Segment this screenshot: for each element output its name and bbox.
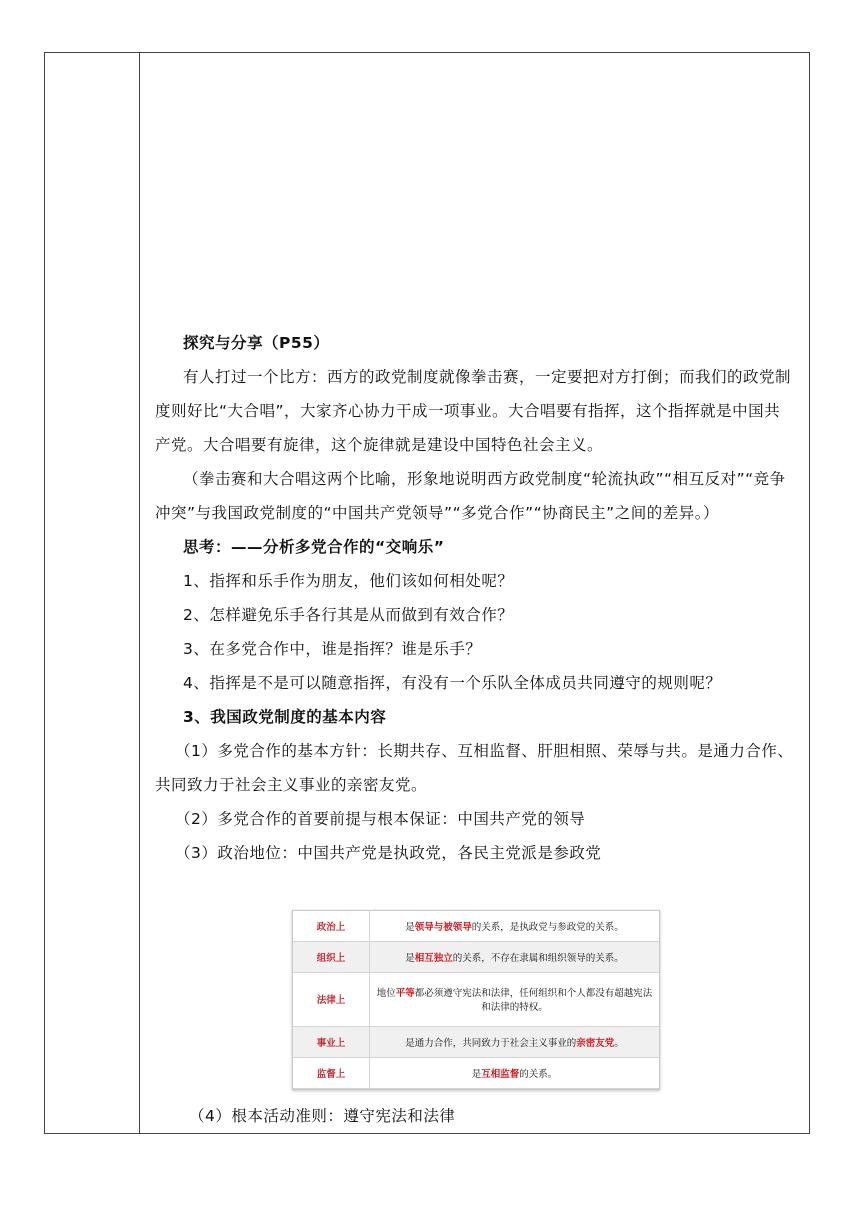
question-4: 4、指挥是不是可以随意指挥，有没有一个乐队全体成员共同遵守的规则呢？ bbox=[183, 674, 722, 692]
table-row bbox=[293, 1057, 659, 1088]
section-title: 探究与分享（P55） bbox=[183, 334, 330, 352]
row-value: 是互相监督的关系。 bbox=[370, 1057, 660, 1088]
row-key: 事业上 bbox=[293, 1026, 370, 1057]
row-value: 是相互独立的关系，不存在隶属和组织领导的关系。 bbox=[370, 941, 660, 972]
row-value: 是领导与被领导的关系，是执政党与参政党的关系。 bbox=[370, 911, 660, 941]
row-key: 监督上 bbox=[293, 1057, 370, 1088]
row-value: 是通力合作，共同致力于社会主义事业的亲密友党。 bbox=[370, 1026, 660, 1057]
table-row bbox=[293, 972, 659, 1026]
basic-item-3: （3）政治地位：中国共产党是执政党，各民主党派是参政党 bbox=[175, 844, 602, 862]
basic-item-4: （4）根本活动准则：遵守宪法和法律 bbox=[189, 1107, 456, 1125]
row-value: 地位平等都必须遵守宪法和法律，任何组织和个人都没有超越宪法和法律的特权。 bbox=[370, 972, 660, 1026]
relations-table bbox=[293, 911, 659, 1089]
table-row bbox=[293, 911, 659, 941]
basic-item-2: （2）多党合作的首要前提与根本保证：中国共产党的领导 bbox=[175, 810, 586, 828]
main-content bbox=[155, 326, 795, 870]
row-key: 政治上 bbox=[293, 911, 370, 941]
column-divider bbox=[139, 52, 140, 1134]
basic-item-1: （1）多党合作的基本方针：长期共存、互相监督、肝胆相照、荣辱与共。是通力合作、共同致力于社会主义事业的亲密友党。 bbox=[155, 742, 794, 794]
question-2: 2、怎样避免乐手各行其是从而做到有效合作？ bbox=[183, 606, 514, 624]
analogy-paragraph: 有人打过一个比方：西方的政党制度就像拳击赛，一定要把对方打倒；而我们的政党制度则好比“大合唱”，大家齐心协力干成一项事业。大合唱要有指挥，这个指挥就是中国共产党。大合唱要有旋律，这个旋律就是建设中国特色社会主义。 bbox=[155, 368, 792, 454]
think-title: 思考：——分析多党合作的“交响乐” bbox=[183, 538, 445, 556]
table-row bbox=[293, 1026, 659, 1057]
table-row bbox=[293, 941, 659, 972]
question-1: 1、指挥和乐手作为朋友，他们该如何相处呢？ bbox=[183, 572, 514, 590]
relations-table-image bbox=[292, 910, 660, 1090]
row-key: 法律上 bbox=[293, 972, 370, 1026]
basic-content-title: 3、我国政党制度的基本内容 bbox=[183, 708, 387, 726]
row-key: 组织上 bbox=[293, 941, 370, 972]
question-3: 3、在多党合作中，谁是指挥？谁是乐手？ bbox=[183, 640, 482, 658]
explanation-paragraph: （拳击赛和大合唱这两个比喻，形象地说明西方政党制度“轮流执政”“相互反对”“竞争冲突”与我国政党制度的“中国共产党领导”“多党合作”“协商民主”之间的差异。） bbox=[155, 470, 786, 522]
